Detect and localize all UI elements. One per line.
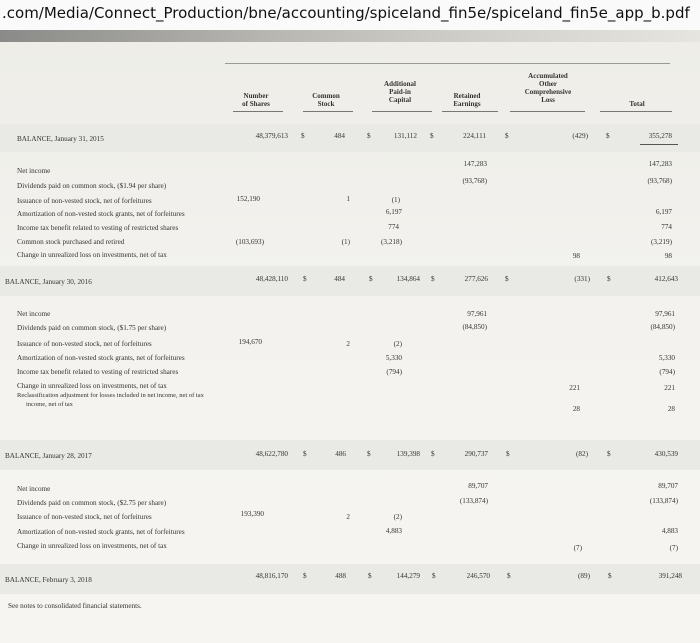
row-total: 97,961 [655, 310, 675, 318]
row-aocl: 221 [569, 384, 580, 392]
balance-total: 430,539 [654, 450, 678, 458]
row-label: Change in unrealized loss on investments, net of tax [17, 542, 167, 550]
dollar-sign: $ [367, 450, 371, 458]
balance-label: BALANCE, January 31, 2015 [17, 135, 104, 143]
dollar-sign: $ [303, 450, 307, 458]
balance-aocl: (429) [572, 132, 588, 140]
dollar-sign: $ [505, 132, 509, 140]
row-shares: (103,693) [235, 238, 264, 246]
row-shares: 194,670 [238, 338, 262, 346]
row-total: (3,219) [651, 238, 672, 246]
row-total: 98 [664, 252, 672, 260]
row-label: Amortization of non-vested stock grants, net of forfeitures [17, 528, 185, 536]
page-header-strip [0, 30, 700, 42]
row-total: (84,850) [650, 323, 675, 331]
row-total: (93,768) [647, 177, 672, 185]
row-aocl: 98 [572, 252, 580, 260]
dollar-sign: $ [607, 450, 611, 458]
balance-band [0, 124, 700, 152]
row-aocl: (7) [573, 544, 582, 552]
balance-total: 355,278 [648, 132, 672, 140]
row-total: 89,707 [658, 482, 678, 490]
balance-total: 412,643 [654, 275, 678, 283]
balance-label: BALANCE, January 28, 2017 [5, 452, 92, 460]
row-label: Issuance of non-vested stock, net of forfeitures [17, 340, 152, 348]
col-header-total: Total [629, 100, 645, 108]
header-rule [233, 111, 283, 112]
row-total: 147,283 [648, 160, 672, 168]
row-retained: (93,768) [462, 177, 487, 185]
col-header-shares: Number of Shares [242, 92, 270, 108]
row-label: Issuance of non-vested stock, net of forfeitures [17, 513, 152, 521]
row-retained: 147,283 [463, 160, 487, 168]
row-label: Dividends paid on common stock, ($1.94 per share) [17, 182, 167, 190]
dollar-sign: $ [505, 275, 509, 283]
row-total: (133,874) [649, 497, 678, 505]
row-apic: (794) [386, 368, 402, 376]
col-header-retained: Retained Earnings [453, 92, 481, 108]
final-balance-aocl: (89) [578, 572, 590, 580]
header-rule [372, 111, 432, 112]
row-label: Net income [17, 485, 51, 493]
balance-apic: 131,112 [393, 132, 417, 140]
col-header-aocl: Accumulated Other Comprehensive Loss [524, 72, 572, 104]
final-balance-label: BALANCE, February 3, 2018 [5, 576, 92, 584]
row-total: (7) [669, 544, 678, 552]
row-label: Amortization of non-vested stock grants, net of forfeitures [17, 354, 185, 362]
balance-common: 484 [334, 275, 345, 283]
row-label-continued: income, net of tax [26, 401, 73, 408]
final-balance-band [0, 564, 700, 594]
dollar-sign: $ [301, 132, 305, 140]
row-label: Dividends paid on common stock, ($1.75 per share) [17, 324, 167, 332]
row-common: 2 [346, 513, 350, 521]
dollar-sign: $ [431, 450, 435, 458]
row-apic: (2) [393, 513, 402, 521]
row-total: 221 [664, 384, 675, 392]
dollar-sign: $ [606, 132, 610, 140]
dollar-sign: $ [432, 572, 436, 580]
row-apic: 4,883 [385, 527, 402, 535]
dollar-sign: $ [367, 132, 371, 140]
row-label: Issuance of non-vested stock, net of forfeitures [17, 197, 152, 205]
equity-statement-page [0, 42, 700, 643]
row-total: 6,197 [655, 208, 672, 216]
row-apic: (3,218) [381, 238, 402, 246]
row-retained: (84,850) [462, 323, 487, 331]
row-label: Amortization of non-vested stock grants, net of forfeitures [17, 210, 185, 218]
balance-band [0, 266, 700, 296]
col-header-common: Common Stock [312, 92, 340, 108]
row-retained: 89,707 [468, 482, 488, 490]
final-balance-retained: 246,570 [466, 572, 490, 580]
row-retained: 97,961 [467, 310, 487, 318]
row-label: Reclassification adjustment for losses included in net income, net of tax [17, 392, 204, 399]
row-label: Common stock purchased and retired [17, 238, 125, 246]
row-shares: 152,190 [236, 195, 260, 203]
row-apic: 774 [388, 223, 399, 231]
dollar-sign: $ [607, 275, 611, 283]
balance-shares: 48,428,110 [255, 275, 288, 283]
dollar-sign: $ [430, 132, 434, 140]
row-aocl: 28 [572, 405, 580, 413]
pdf-url-bar[interactable]: .com/Media/Connect_Production/bne/accounting/spiceland_fin5e/spiceland_fin5e_app_b.pdf [0, 0, 700, 30]
row-common: (1) [341, 238, 350, 246]
balance-common: 486 [335, 450, 346, 458]
balance-retained: 224,111 [463, 132, 486, 140]
footnote: See notes to consolidated financial statements. [8, 602, 142, 610]
dollar-sign: $ [431, 275, 435, 283]
row-label: Net income [17, 310, 51, 318]
balance-aocl: (331) [574, 275, 590, 283]
row-total: 774 [661, 223, 672, 231]
balance-shares: 48,622,780 [255, 450, 288, 458]
row-label: Net income [17, 167, 51, 175]
row-total: (794) [659, 368, 675, 376]
header-top-rule [225, 63, 670, 64]
balance-band [0, 440, 700, 470]
row-apic: (2) [393, 340, 402, 348]
row-total: 5,330 [658, 354, 675, 362]
row-retained: (133,874) [459, 497, 488, 505]
total-underline [640, 144, 678, 145]
balance-shares: 48,379,613 [255, 132, 288, 140]
dollar-sign: $ [369, 275, 373, 283]
final-balance-total: 391,248 [658, 572, 682, 580]
row-shares: 193,390 [240, 510, 264, 518]
balance-apic: 139,398 [396, 450, 420, 458]
row-label: Change in unrealized loss on investments, net of tax [17, 251, 167, 259]
dollar-sign: $ [303, 275, 307, 283]
balance-apic: 134,864 [396, 275, 420, 283]
final-balance-shares: 48,816,170 [255, 572, 288, 580]
dollar-sign: $ [608, 572, 612, 580]
header-rule [510, 111, 585, 112]
final-balance-common: 488 [335, 572, 346, 580]
balance-label: BALANCE, January 30, 2016 [5, 278, 92, 286]
header-rule [442, 111, 498, 112]
header-rule [600, 111, 672, 112]
dollar-sign: $ [303, 572, 307, 580]
header-rule [303, 111, 353, 112]
row-label: Dividends paid on common stock, ($2.75 per share) [17, 499, 167, 507]
dollar-sign: $ [368, 572, 372, 580]
dollar-sign: $ [507, 572, 511, 580]
row-common: 1 [346, 195, 350, 203]
balance-retained: 277,626 [464, 275, 488, 283]
balance-aocl: (82) [576, 450, 588, 458]
final-balance-apic: 144,279 [396, 572, 420, 580]
row-label: Change in unrealized loss on investments, net of tax [17, 382, 167, 390]
row-label: Income tax benefit related to vesting of restricted shares [17, 224, 179, 232]
row-total: 28 [667, 405, 675, 413]
balance-retained: 290,737 [464, 450, 488, 458]
row-apic: (1) [391, 196, 400, 204]
row-common: 2 [346, 340, 350, 348]
row-apic: 5,330 [385, 354, 402, 362]
row-label: Income tax benefit related to vesting of restricted shares [17, 368, 179, 376]
row-total: 4,883 [661, 527, 678, 535]
balance-common: 484 [334, 132, 345, 140]
row-apic: 6,197 [385, 208, 402, 216]
dollar-sign: $ [506, 450, 510, 458]
col-header-apic: Additional Paid-in Capital [384, 80, 416, 104]
